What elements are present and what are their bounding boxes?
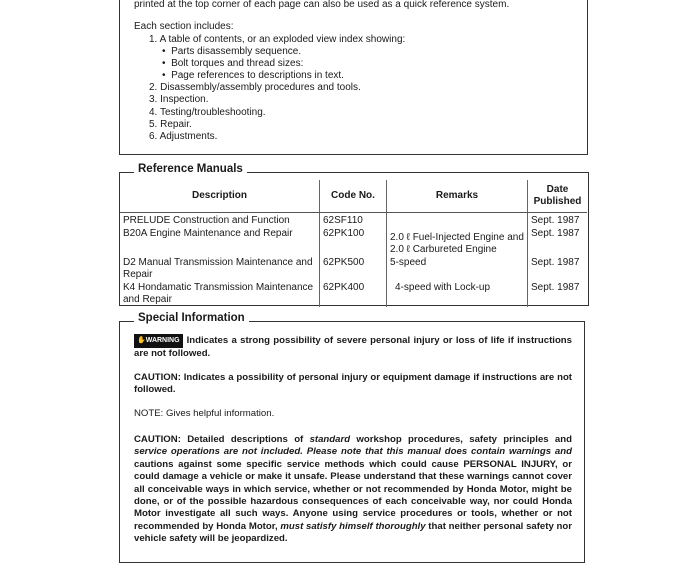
cell-code: 62SF110 bbox=[320, 213, 387, 228]
col-code: Code No. bbox=[320, 180, 387, 213]
table-row bbox=[120, 282, 587, 307]
col-description: Description bbox=[120, 180, 320, 213]
reference-title: Reference Manuals bbox=[134, 163, 247, 175]
reference-table bbox=[120, 180, 587, 307]
cell-date: Sept. 1987 bbox=[528, 257, 588, 282]
list-item: 1. A table of contents, or an exploded view index showing: bbox=[149, 34, 406, 45]
caution-paragraph: CAUTION: Indicates a possibility of personal injury or equipment damage if instructions are not followed. bbox=[134, 372, 572, 396]
cell-desc: B20A Engine Maintenance and Repair bbox=[123, 227, 293, 239]
cell-desc: PRELUDE Construction and Function bbox=[123, 215, 290, 226]
cell-date: Sept. 1987 bbox=[528, 282, 588, 307]
list-item: 2. Disassembly/assembly procedures and tools. bbox=[149, 82, 361, 93]
intro-cut-line: printed at the top corner of each page can also be used as a quick reference system. bbox=[134, 0, 510, 10]
bullet-item: • Bolt torques and thread sizes: bbox=[162, 58, 304, 69]
table-row bbox=[120, 257, 587, 282]
warning-badge: ✋WARNING bbox=[134, 334, 183, 348]
cell-code: 62PK100 bbox=[320, 228, 387, 257]
cell-desc: K4 Hondamatic Transmission Maintenance and Repair bbox=[123, 281, 314, 305]
cell-remarks bbox=[387, 213, 528, 228]
col-remarks: Remarks bbox=[387, 180, 528, 213]
cell-code: 62PK400 bbox=[320, 282, 387, 307]
cell-code: 62PK500 bbox=[320, 257, 387, 282]
special-title: Special Information bbox=[134, 312, 249, 324]
col-date: Date Published bbox=[528, 180, 588, 213]
caution-detail-paragraph: CAUTION: Detailed descriptions of standard workshop procedures, safety principles and service operations are not included. Please note that this manual does contain warnings and cautions against some specific service methods which could cause PERSONAL INJURY, or could damage a vehicle or make it unsafe. Please understand that these warnings cannot cover all conceivable ways in which service, whether or not recommended by Honda Motor, might be done, or of the possible hazardous consequences of each conceivable way, nor could Honda Motor investigate all such ways. Anyone using service procedures or tools, whether or not recommended by Honda Motor, must satisfy himself thoroughly that neither personal safety nor vehicle safety will be jeopardized. bbox=[134, 434, 572, 545]
bullet-item: • Parts disassembly sequence. bbox=[162, 46, 302, 57]
table-row bbox=[120, 228, 587, 257]
warning-paragraph: ✋WARNING Indicates a strong possibility of severe personal injury or loss of life if instructions are not followed. bbox=[134, 335, 572, 360]
intro-lead: Each section includes: bbox=[134, 21, 234, 32]
table-row bbox=[120, 213, 587, 228]
list-item: 6. Adjustments. bbox=[149, 131, 218, 142]
cell-date: Sept. 1987 bbox=[528, 213, 588, 228]
note-paragraph: NOTE: Gives helpful information. bbox=[134, 408, 275, 419]
cell-remarks: 2.0 ℓ Fuel-Injected Engine and 2.0 ℓ Carbureted Engine bbox=[387, 228, 528, 257]
list-item: 4. Testing/troubleshooting. bbox=[149, 107, 266, 118]
cell-remarks: 4-speed with Lock-up bbox=[387, 282, 528, 307]
list-item: 3. Inspection. bbox=[149, 94, 209, 105]
cell-date: Sept. 1987 bbox=[528, 228, 588, 257]
cell-remarks: 5-speed bbox=[387, 257, 528, 282]
list-item: 5. Repair. bbox=[149, 119, 192, 130]
cell-desc: D2 Manual Transmission Maintenance and Repair bbox=[123, 256, 313, 280]
bullet-item: • Page references to descriptions in text. bbox=[162, 70, 344, 81]
